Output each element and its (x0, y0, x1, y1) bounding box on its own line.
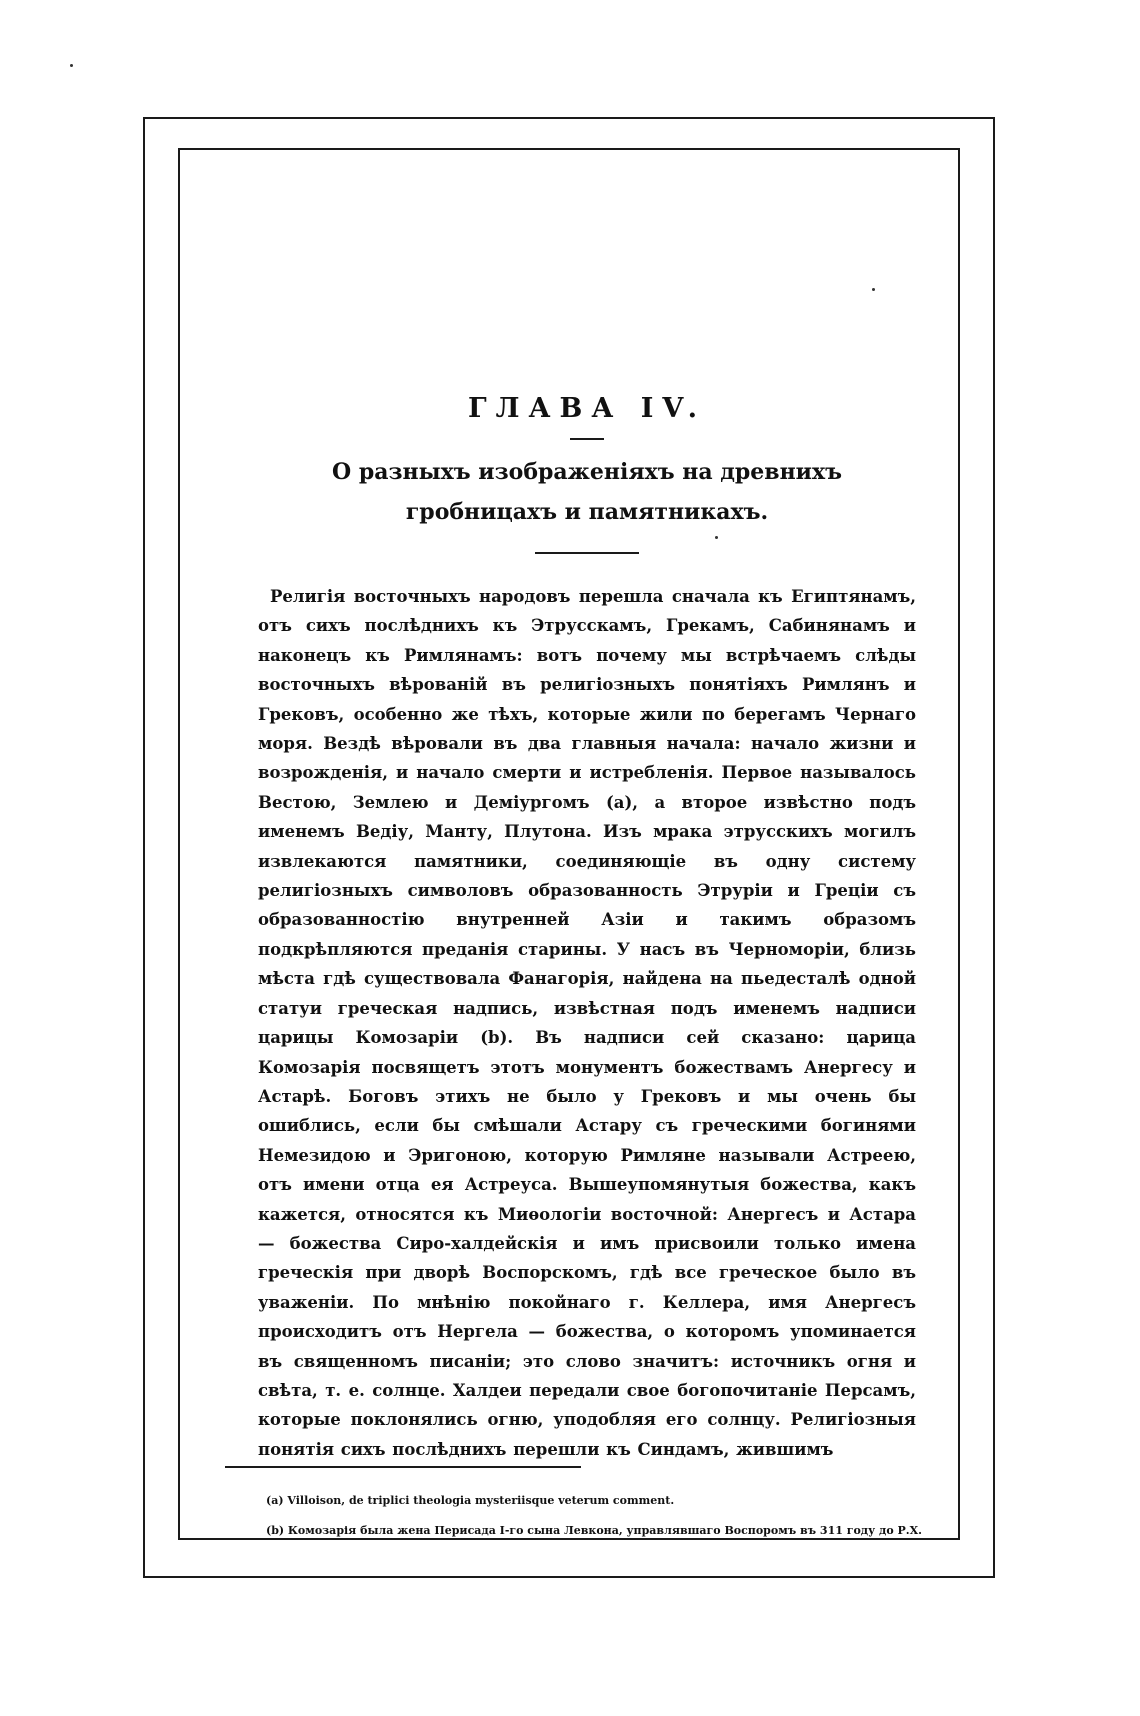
footnotes (266, 1486, 922, 1546)
title-divider (570, 438, 604, 440)
page-content (258, 392, 922, 1546)
paper-speck (70, 64, 73, 67)
chapter-subtitle: О разныхъ изображеніяхъ на древнихъ гробницахъ и памятникахъ. (332, 459, 842, 525)
footnote-divider (225, 1466, 581, 1468)
body-paragraph: Религія восточныхъ народовъ перешла сначала къ Египтянамъ, отъ сихъ послѣднихъ къ Этрусскамъ, Грекамъ, Сабинянамъ и наконецъ къ Римлянамъ: вотъ почему мы встрѣчаемъ слѣды восточныхъ вѣрованій въ религіозныхъ понятіяхъ Римлянъ и Грековъ, особенно же тѣхъ, которые жили по берегамъ Чернаго моря. Вездѣ вѣровали въ два главныя начала: начало жизни и возрожденія, и начало смерти и истребленія. Первое называлось Вестою, Землею и Деміургомъ (а), а второе извѣстно подъ именемъ Ведіу, Манту, Плутона. Изъ мрака этрусскихъ могилъ извлекаются памятники, соединяющіе въ одну систему религіозныхъ символовъ образованность Этруріи и Греціи съ образованностію внутренней Азіи и такимъ образомъ подкрѣпляются преданія старины. У насъ въ Черноморіи, близь мѣста гдѣ существовала Фанагорія, найдена на пьедесталѣ одной статуи греческая надпись, извѣстная подъ именемъ надписи царицы Комозаріи (b). Въ надписи сей сказано: царица Комозарія посвящетъ этотъ монументъ божествамъ Анергесу и Астарѣ. Боговъ этихъ не было у Грековъ и мы очень бы ошиблись, если бы смѣшали Астару съ греческими богинями Немезидою и Эригоною, которую Римляне называли Астреею, отъ имени отца ея Астреуса. Вышеупомянутыя божества, какъ кажется, относятся къ Миѳологіи восточной: Анергесъ и Астара — божества Сиро-халдейскія и имъ присвоили только имена греческія при дворѣ Воспорскомъ, гдѣ все греческое было въ уваженіи. По мнѣнію покойнаго г. Келлера, имя Анергесъ происходитъ отъ Нергела — божества, о которомъ упоминается въ священномъ писаніи; это слово значитъ: источникъ огня и свѣта, т. е. солнце. Халдеи передали свое богопочитаніе Персамъ, которые поклонялись огню, уподобляя его солнцу. Религіозныя понятія сихъ послѣднихъ перешли къ Синдамъ, жившимъ (258, 587, 916, 1459)
subtitle-divider (535, 552, 639, 554)
footnote-a: (a) Villoison, de triplici theologia mysteriisque veterum comment. (266, 1494, 675, 1508)
footnote-b: (b) Комозарія была жена Перисада I-го сына Левкона, управлявшаго Воспоромъ въ 311 году до Р.Х. (266, 1524, 922, 1538)
chapter-title: ГЛАВА IV. (468, 393, 706, 424)
